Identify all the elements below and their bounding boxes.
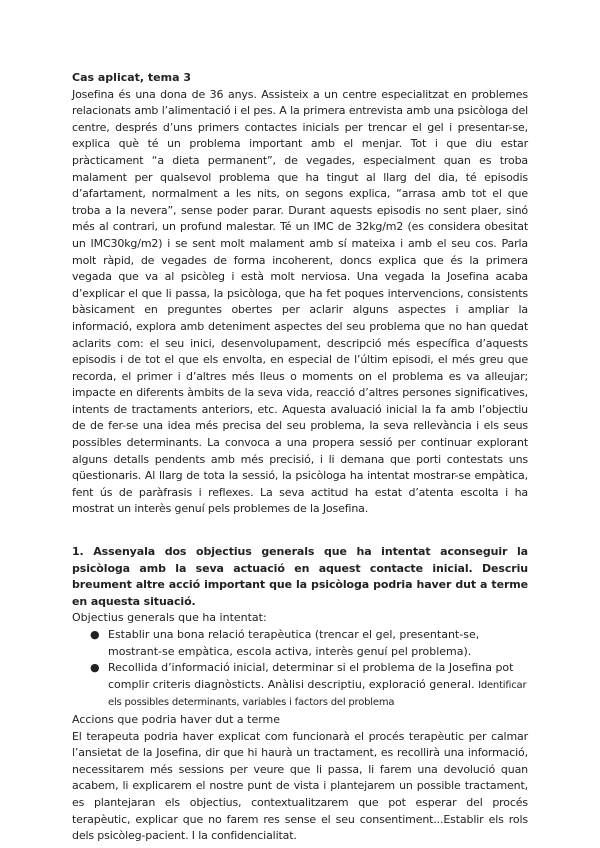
question-text: 1. Assenyala dos objectius generals que ha intentat aconseguir la psicòloga amb la seva actuació en aquest contacte inicial. Descriu breument altre acció important que la psicòloga podria haver dut a terme en aquesta situació. (72, 545, 528, 608)
objective-2-extra-text: Identificar els possibles determinants, variables i factors del problema (108, 679, 527, 709)
bullet-icon: ● (90, 628, 100, 641)
objectives-label: Objectius generals que ha intentat: (72, 611, 267, 625)
objectives-list (72, 627, 528, 712)
actions-label: Accions que podria haver dut a terme (72, 712, 281, 726)
document-title: Cas aplicat, tema 3 (72, 71, 192, 84)
bullet-icon: ● (90, 661, 100, 675)
list-item (90, 660, 528, 712)
actions-text: El terapeuta podria haver explicat com funcionarà el procés terapèutic per calmar l’ansietat de la Josefina, dir que hi haurà un tractament, es recollirà una informació, necessitarem més sessions per veure que li passa, li farem una devolució quan acabem, li explicarem el nostre punt de vista i plantejarem un possible tractament, es plantejaran els objectius, contextualitzarem que pot esperar del procés terapèutic, explicar que no farem res sense el seu consentiment...Establir els rols dels psicòleg-pacient. I la confidencialitat. (72, 729, 528, 843)
objective-2-text: Recollida d’informació inicial, determinar si el problema de la Josefina pot complir criteris diagnòsticts. Anàlisi descriptiu, exploració general. (108, 661, 514, 691)
objective-1-text: Establir una bona relació terapèutica (trencar el gel, presentant-se, mostrant-se empàtica, escola activa, interès genuí pel problema). (108, 628, 480, 658)
list-item (90, 627, 528, 660)
case-description: Josefina és una dona de 36 anys. Assisteix a un centre especialitzat en problemes relacionats amb l’alimentació i el pes. A la primera entrevista amb una psicòloga del centre, després d’uns primers contactes inicials per trencar el gel i presentar-se, explica què té un problema important amb el menjar. Tot i que diu estar pràcticament “a dieta permanent”, de vegades, especialment quan es troba malament per qualsevol problema que ha tingut al llarg del dia, té episodis d’afartament, normalment a les nits, on segons explica, “arrasa amb tot el que troba a la nevera”, sense poder parar. Durant aquests episodis no sent plaer, sinó més al contrari, un profund malestar. Té un IMC de 32kg/m2 (es considera obesitat un IMC30kg/m2) i se sent molt malament amb sí mateixa i amb el seu cos. Parla molt ràpid, de vegades de forma incoherent, doncs explica que és la primera vegada que va al psicòleg i està molt nerviosa. Una vegada la Josefina acaba d’explicar el que li passa, la psicòloga, que ha fet poques intervencions, consistents bàsicament en preguntes obertes per aclarir alguns aspectes i ampliar la informació, explora amb deteniment aspectes del seu problema que no han quedat aclarits com: el seu inici, desenvolupament, descripció més específica d’aquests episodis i de tot el que els envolta, en especial de l’últim episodi, el més greu que recorda, el primer i d’altres més lleus o moments on el problema es va alleujar; impacte en diferents àmbits de la seva vida, reacció d’altres persones significatives, intents de tractaments anteriors, etc. Aquesta avaluació inicial la fa amb l’objectiu de de fer-se una idea més precisa del seu problema, la seva rellevància i els seus possibles determinants. La convoca a una propera sessió per continuar explorant alguns detalls pendents amb més precisió, i li demana que porti contestats uns qüestionaris. Al llarg de tota la sessió, la psicòloga ha intentat mostrar-se empàtica, fent ús de paràfrasis i reflexes. La seva actitud ha estat d’atenta escolta i ha mostrat un interès genuí pels problemes de la Josefina. (72, 87, 528, 516)
